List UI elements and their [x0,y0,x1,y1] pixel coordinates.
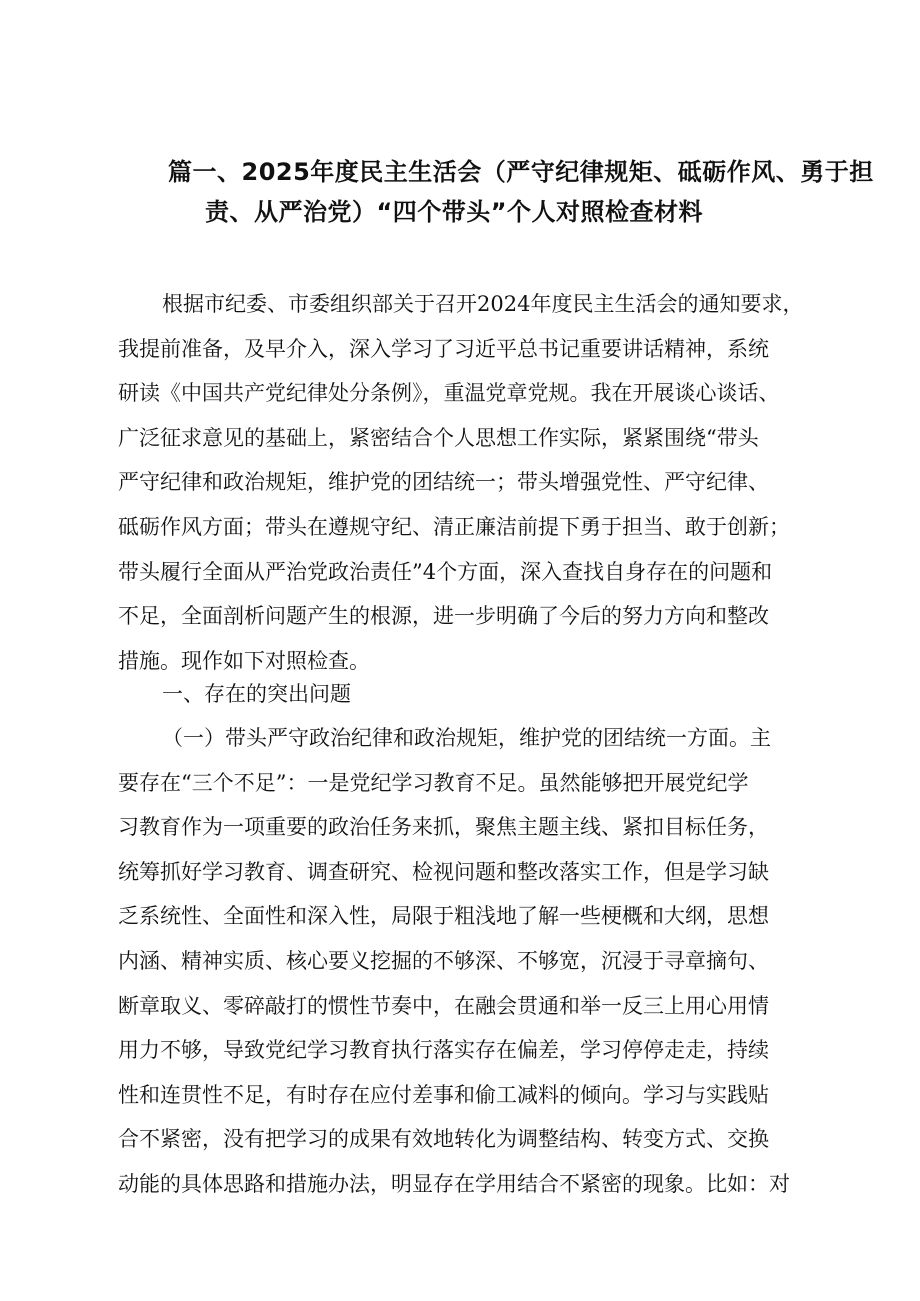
document-title [118,152,874,232]
section-line: 合不紧密，没有把学习的成果有效地转化为调整结构、转变方式、交换 [118,1127,769,1152]
section-line: 断章取义、零碎敲打的惯性节奏中，在融会贯通和举一反三上用心用情 [118,993,769,1018]
intro-line: 措施。现作如下对照检查。 [118,648,370,673]
intro-line: 砥砺作风方面；带头在遵规守纪、清正廉洁前提下勇于担当、敢于创新； [118,514,790,539]
section-line: 性和连贯性不足，有时存在应付差事和偷工减料的倾向。学习与实践贴 [118,1082,769,1107]
section-line: 习教育作为一项重要的政治任务来抓，聚焦主题主线、紧扣目标任务， [118,815,769,840]
intro-paragraph [118,282,848,683]
intro-line: 不足，全面剖析问题产生的根源，进一步明确了今后的努力方向和整改 [118,604,769,629]
section-paragraph [118,716,848,1207]
intro-line: 广泛征求意见的基础上，紧密结合个人思想工作实际，紧紧围绕“带头 [118,425,759,450]
section-line: （一）带头严守政治纪律和政治规矩，维护党的团结统一方面。主 [162,726,771,750]
intro-line: 研读《中国共产党纪律处分条例》，重温党章党规。我在开展谈心谈话、 [118,381,780,406]
intro-line: 严守纪律和政治规矩，维护党的团结统一；带头增强党性、严守纪律、 [118,470,769,495]
section-line: 乏系统性、全面性和深入性，局限于粗浅地了解一些梗概和大纲，思想 [118,904,769,929]
section-line: 动能的具体思路和措施办法，明显存在学用结合不紧密的现象。比如：对 [118,1171,790,1196]
section-line: 要存在“三个不足”：一是党纪学习教育不足。虽然能够把开展党纪学 [118,770,749,795]
section-line: 统筹抓好学习教育、调查研究、检视问题和整改落实工作，但是学习缺 [118,859,769,884]
section-heading: 一、存在的突出问题 [162,682,351,706]
section-line: 内涵、精神实质、核心要义挖掘的不够深、不够宽，沉浸于寻章摘句、 [118,948,769,973]
section-line: 用力不够，导致党纪学习教育执行落实存在偏差，学习停停走走，持续 [118,1038,769,1063]
title-line-2: 责、从严治党）“四个带头”个人对照检查材料 [205,198,704,226]
intro-line: 根据市纪委、市委组织部关于召开2024年度民主生活会的通知要求， [162,292,804,316]
title-line-1: 篇一、2025年度民主生活会（严守纪律规矩、砥砺作风、勇于担 [168,158,874,186]
intro-line: 带头履行全面从严治党政治责任”4个方面，深入查找自身存在的问题和 [118,559,773,584]
intro-line: 我提前准备，及早介入，深入学习了习近平总书记重要讲话精神，系统 [118,336,769,361]
